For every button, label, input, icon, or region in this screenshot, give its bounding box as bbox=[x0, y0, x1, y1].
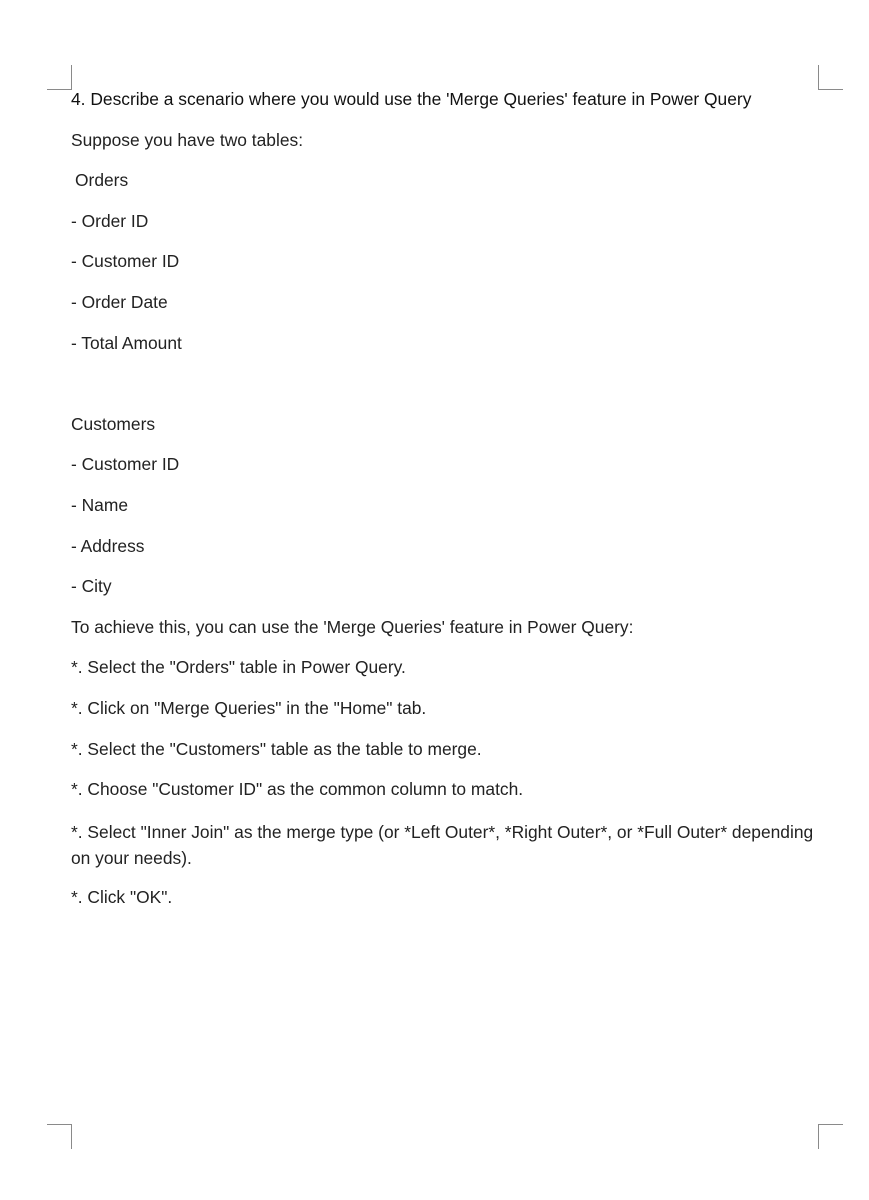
step-item: *. Select the "Orders" table in Power Query. bbox=[71, 657, 406, 678]
orders-table-title: Orders bbox=[75, 170, 129, 191]
step-item: *. Choose "Customer ID" as the common column to match. bbox=[71, 779, 524, 800]
intro-text: Suppose you have two tables: bbox=[71, 129, 304, 150]
step-item: *. Select "Inner Join" as the merge type (or *Left Outer*, *Right Outer*, or *Full Outer* depending on your needs). bbox=[71, 821, 814, 868]
crop-mark-bottom-left bbox=[47, 1124, 72, 1149]
crop-mark-top-left bbox=[47, 65, 72, 90]
crop-mark-bottom-right bbox=[818, 1124, 843, 1149]
customers-field-city: - City bbox=[71, 576, 112, 597]
customers-field-customer-id: - Customer ID bbox=[71, 454, 180, 475]
question-heading: 4. Describe a scenario where you would use the 'Merge Queries' feature in Power Query bbox=[71, 89, 752, 109]
blank-line bbox=[71, 372, 821, 413]
step-item: *. Click "OK". bbox=[71, 886, 173, 907]
orders-field-customer-id: - Customer ID bbox=[71, 251, 180, 272]
step-item: *. Click on "Merge Queries" in the "Home" tab. bbox=[71, 697, 427, 718]
customers-field-name: - Name bbox=[71, 494, 129, 515]
customers-field-address: - Address bbox=[71, 535, 145, 556]
customers-table-title: Customers bbox=[71, 413, 156, 434]
document-body bbox=[71, 88, 821, 926]
steps-intro-text: To achieve this, you can use the 'Merge Queries' feature in Power Query: bbox=[71, 616, 634, 637]
orders-field-order-id: - Order ID bbox=[71, 210, 149, 231]
orders-field-total-amount: - Total Amount bbox=[71, 332, 182, 353]
step-item: *. Select the "Customers" table as the table to merge. bbox=[71, 738, 482, 759]
crop-mark-top-right bbox=[818, 65, 843, 90]
orders-field-order-date: - Order Date bbox=[71, 291, 168, 312]
